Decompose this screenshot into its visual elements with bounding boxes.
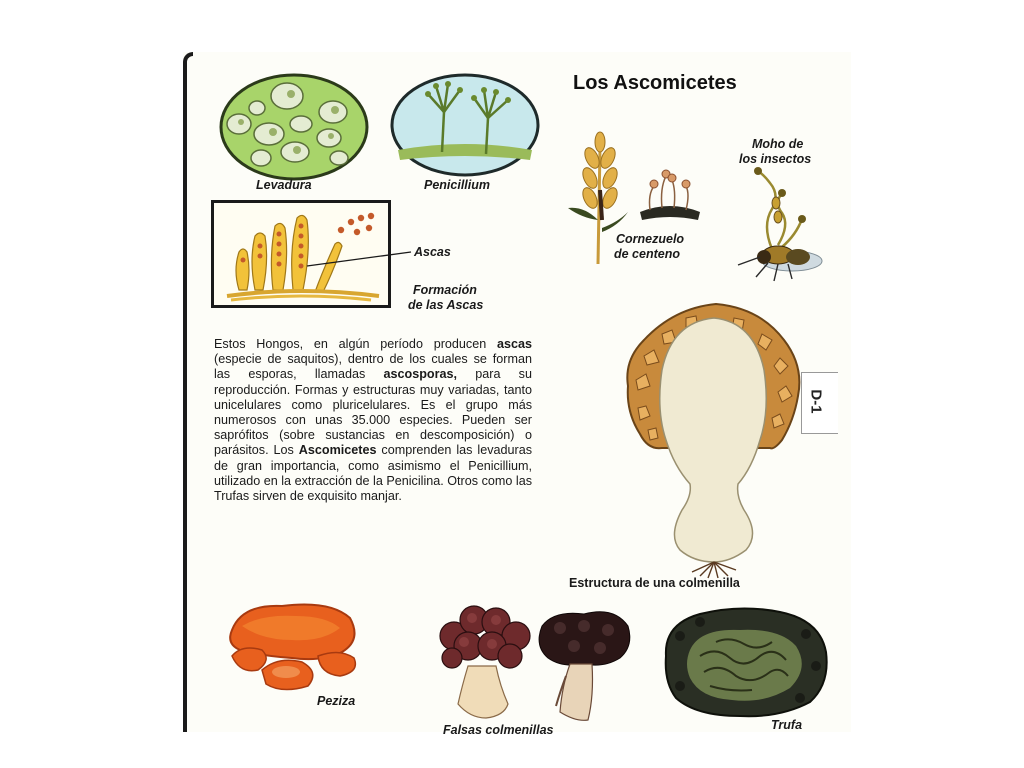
formacion-label-line1: Formación (413, 283, 477, 297)
falsas-colmenillas-label: Falsas colmenillas (443, 723, 554, 737)
cornezuelo-label-line2: de centeno (614, 247, 680, 261)
formacion-label-line2: de las Ascas (408, 298, 484, 312)
penicillium-label: Penicillium (424, 178, 490, 192)
levadura-label: Levadura (256, 178, 312, 192)
penicillium-illustration (390, 72, 540, 178)
colmenilla-label: Estructura de una colmenilla (569, 576, 740, 590)
ascas-illustration (211, 200, 391, 308)
levadura-illustration (219, 72, 369, 182)
trufa-label: Trufa (771, 718, 803, 732)
page-tab-label: D-1 (807, 389, 825, 414)
ascas-label: Ascas (414, 245, 451, 259)
moho-label-line1: Moho de (752, 137, 804, 151)
trufa-illustration (660, 606, 830, 718)
moho-label-line2: los insectos (739, 152, 812, 166)
description-paragraph: Estos Hongos, en algún período producen ascas (especie de saquitos), dentro de los cuales se forman las esporas, llamadas ascosporas, para su reproducción. Formas y estructuras muy variadas, tanto unicelulares como pluricelulares. Es el grupo más numerosos con unas 35.000 especies. Pueden ser saprófitos (sobre sustancias en descomposición) o parásitos. Los Ascomicetes comprenden las levaduras de gran importancia, como asimismo el Penicillium, utilizado en la extracción de la Penicilina. Otros como las Trufas sirven de exquisito manjar. (214, 337, 532, 504)
peziza-illustration (222, 600, 362, 694)
moho-insectos-illustration (732, 165, 842, 285)
falsas-colmenillas-illustration (434, 606, 634, 724)
peziza-label: Peziza (317, 694, 356, 708)
card-border (183, 52, 193, 732)
colmenilla-illustration (614, 300, 814, 578)
page-title: Los Ascomicetes (573, 72, 737, 94)
page-tab (801, 372, 838, 434)
cornezuelo-label-line1: Cornezuelo (616, 232, 685, 246)
